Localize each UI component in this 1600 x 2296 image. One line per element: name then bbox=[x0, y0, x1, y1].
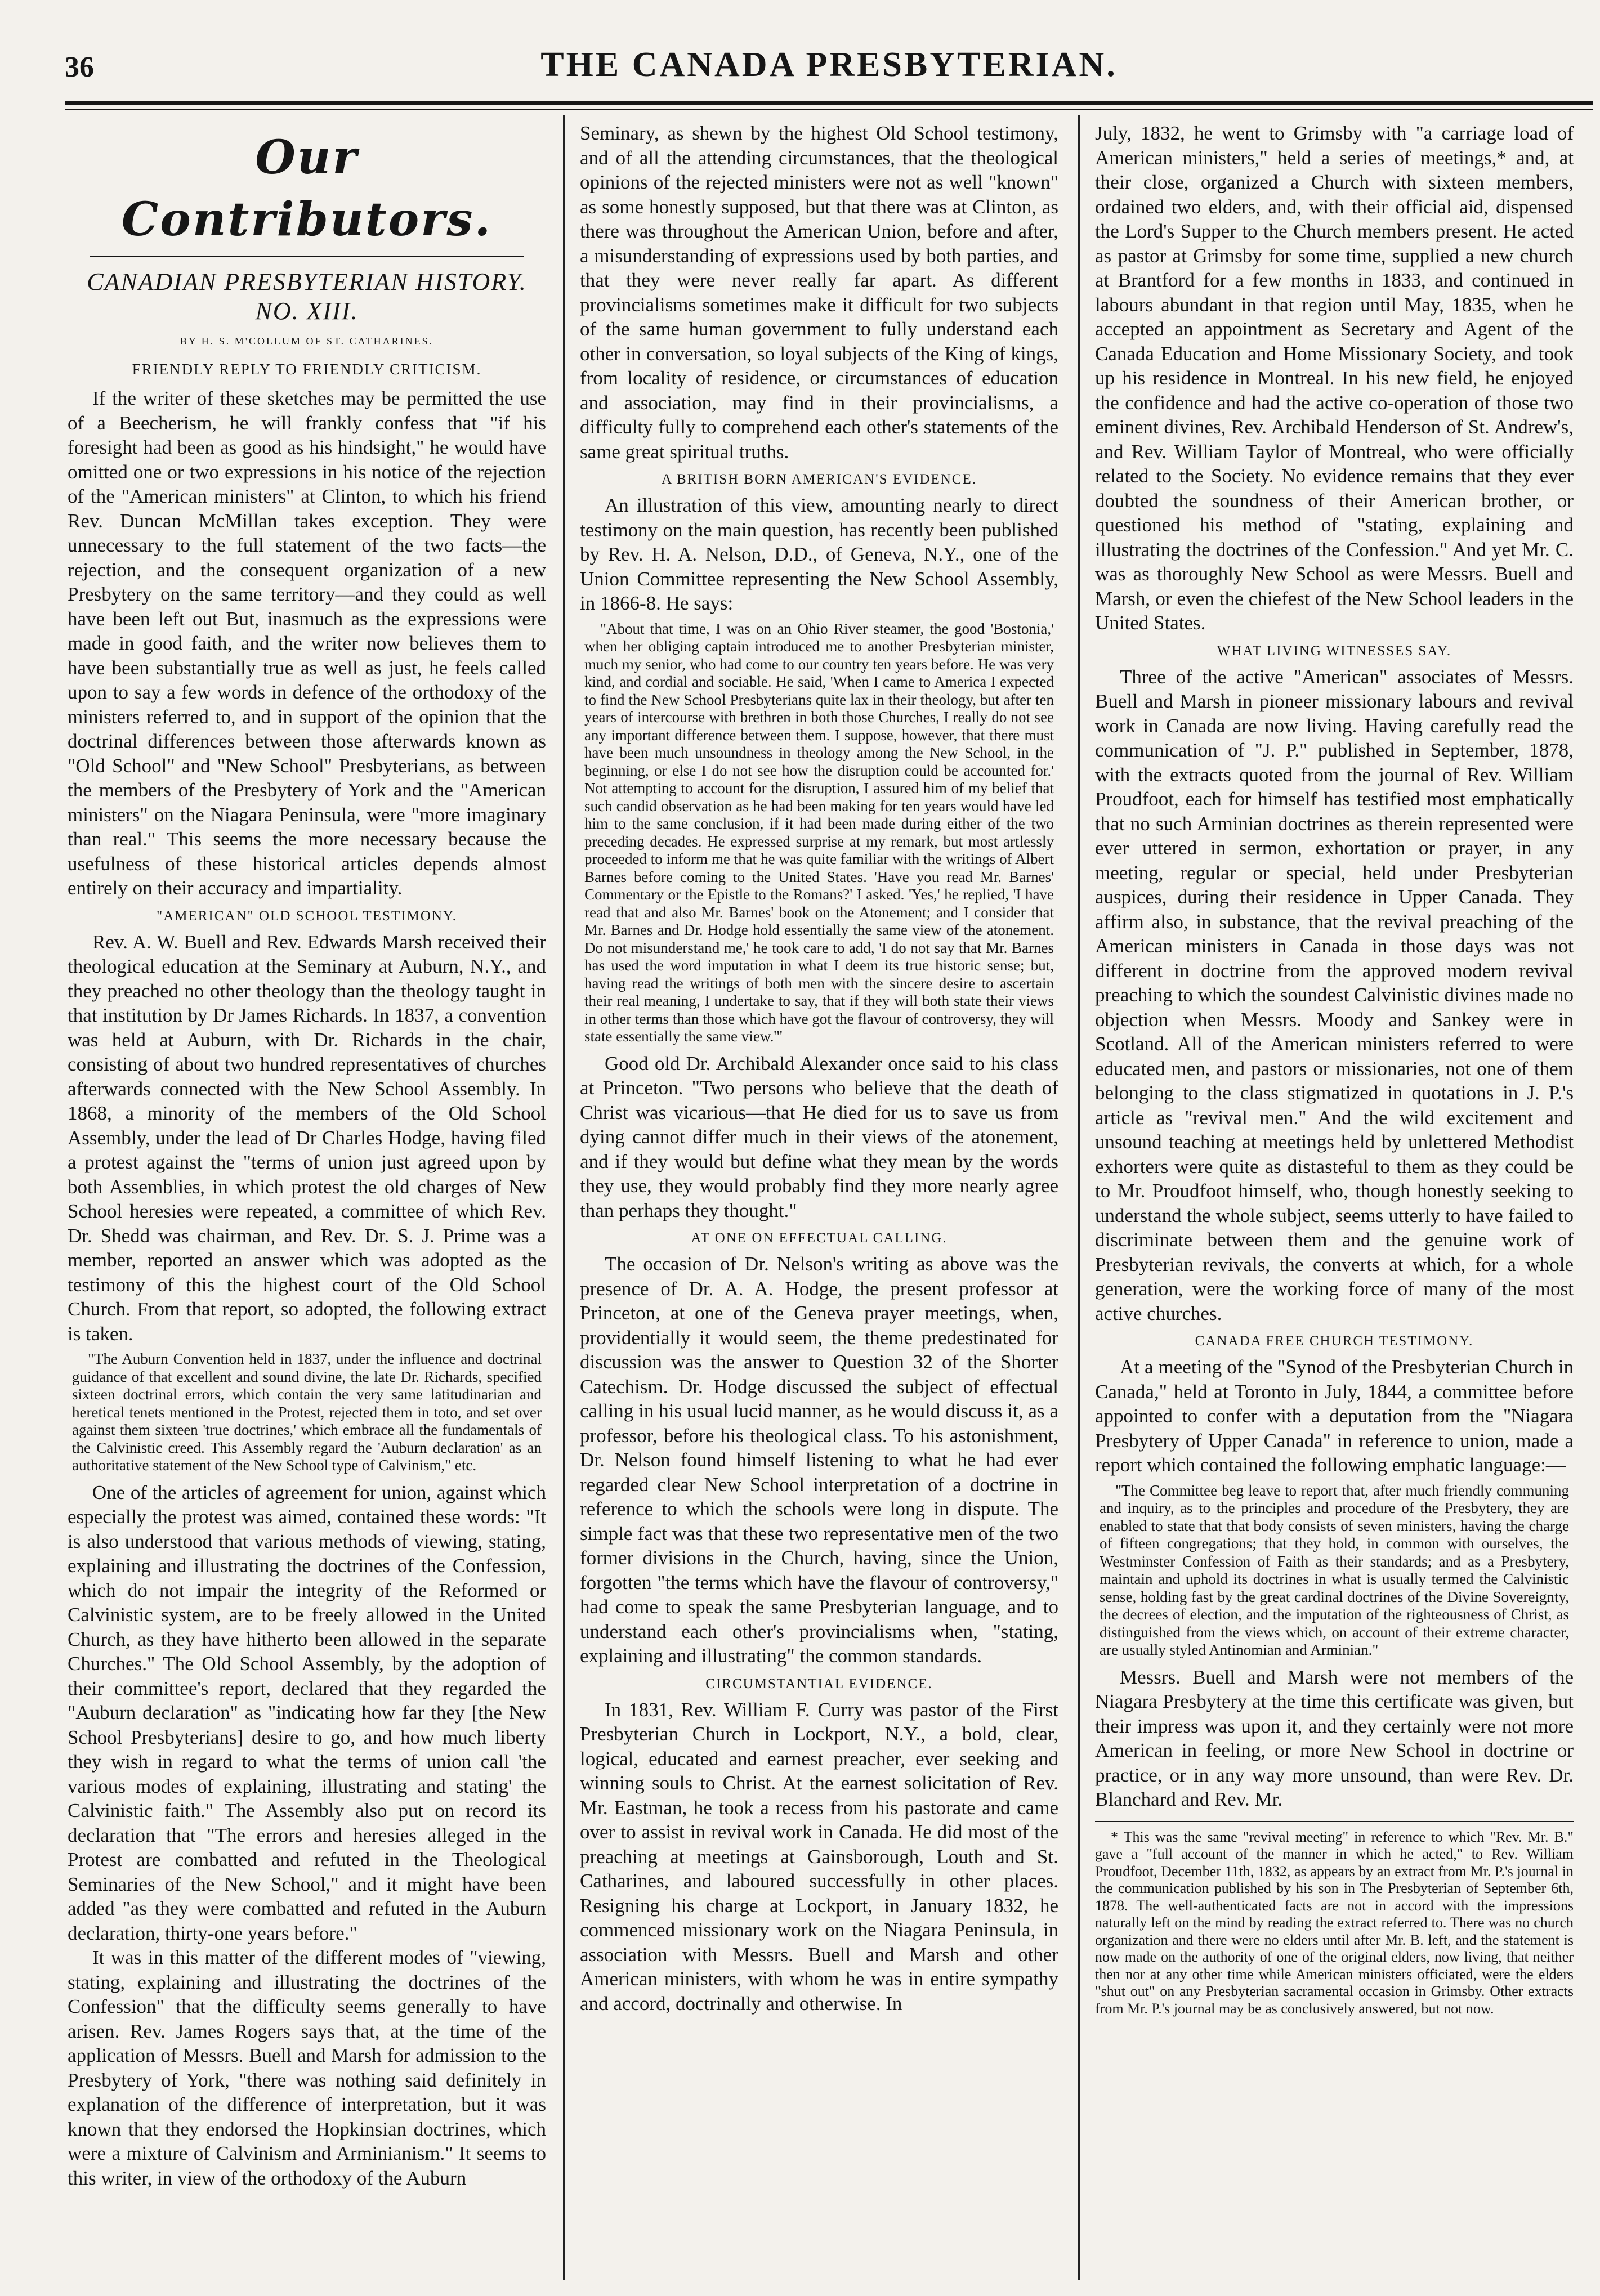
article-subtitle: FRIENDLY REPLY TO FRIENDLY CRITICISM. bbox=[132, 360, 482, 378]
paragraph: Good old Dr. Archibald Alexander once said to his class at Princeton. "Two persons who believe that the death of Christ was vicarious—that He died for us to save us from dying cannot differ much in their views of the atonement, and if they would but define what they mean by the words they use, they would probably find they more nearly agree than perhaps they thought." bbox=[580, 1052, 1058, 1221]
subheading: "AMERICAN" OLD SCHOOL TESTIMONY. bbox=[157, 908, 457, 924]
footnote-text: * This was the same "revival meeting" in reference to which "Rev. Mr. B." gave a "full account of the manner in which he acted," to Rev. William Proudfoot, December 11th, 1832, as appears by an extract from Mr. P.'s journal in the communication published by his son in The Presbyterian of September 6th, 1878. The well-authenticated facts are not in accord with the impressions naturally left on the mind by reading the extract referred to. There was no church organization and there were no elders until after Mr. B. left, and the statement is now made on the authority of one of the original elders, now living, that neither then nor at any other time while American ministers officiated, were the elders "shut out" on any Presbyterian sacramental occasion in Grimsby. Other extracts from Mr. P.'s journal may be as conclusively answered, but not now. bbox=[1095, 1828, 1574, 2017]
subheading: WHAT LIVING WITNESSES SAY. bbox=[1217, 643, 1452, 659]
quote-text: "The Committee beg leave to report that, after much friendly communing and inquiry, as to the principles and procedure of the Presbytery, they are enabled to state that that body consists of seven ministers, having the charge of fifteen congregations; that they hold, in common with ourselves, the Westminster Confession of Faith as their standards; and as a Presbytery, maintain and uphold its doctrines in what is usually termed the Calvinistic sense, holding fast by the great cardinal doctrines of the Divine Sovereignty, the decrees of election, and the imputation of the righteousness of Christ, as distinguished from the views which, on account of their extreme character, are usually styled Antinomian and Arminian." bbox=[1100, 1482, 1569, 1658]
journal-title: THE CANADA PRESBYTERIAN. bbox=[540, 46, 1118, 84]
footnote bbox=[1095, 1829, 1574, 2018]
paragraph: At a meeting of the "Synod of the Presbyterian Church in Canada," held at Toronto in July, 1844, a committee before appointed to confer with a deputation from the "Niagara Presbytery of Upper Canada" in reference to union, made a report which contained the following emphatic language:— bbox=[1095, 1356, 1574, 1476]
subheading: CIRCUMSTANTIAL EVIDENCE. bbox=[705, 1676, 933, 1691]
article-byline: BY H. S. M'COLLUM OF ST. CATHARINES. bbox=[180, 335, 434, 347]
paragraph: July, 1832, he went to Grimsby with "a carriage load of American ministers," held a series of meetings,* and, at their close, organized a Church with sixteen members, ordained two elders, and, with their official aid, dispensed the Lord's Supper to the Church members present. He acted as pastor at Grimsby for some time, supplied a new church at Brantford for a few months in 1833, and continued in labours abundant in that region until May, 1835, when he accepted an appointment as Secretary and Agent of the Canada Education and Home Missionary Society, and took up his residence in Montreal. In his new field, he enjoyed the confidence and had the active co-operation of those two eminent divines, Rev. Archibald Henderson of St. Andrew's, and Rev. William Taylor of Montreal, who were officially related to the Society. No evidence remains that they ever doubted the soundness of their American brother, or questioned his method of "stating, explaining and illustrating the doctrines of the Confession." And yet Mr. C. was as thoroughly New School as were Messrs. Buell and Marsh, or even the chiefest of the New School leaders in the United States. bbox=[1095, 122, 1574, 634]
paragraph: Messrs. Buell and Marsh were not members of the Niagara Presbytery at the time this certificate was given, but their impress was upon it, and they certainly were not more American in feeling, or more New School in doctrine or practice, or in any way more unsound, than were Rev. Dr. Blanchard and Rev. Mr. bbox=[1095, 1666, 1574, 1810]
page-number: 36 bbox=[65, 51, 94, 83]
paragraph: Three of the active "American" associates of Messrs. Buell and Marsh in pioneer missionary labours and revival work in Canada are now living. Having carefully read the communication of "J. P." published in September, 1878, with the extracts quoted from the journal of Rev. William Proudfoot, each for himself has testified most emphatically that no such Arminian doctrines as therein represented were ever uttered in sermon, exhortation or prayer, in any meeting, regular or special, held under Presbyterian auspices, during their residence in Upper Canada. They affirm also, in substance, that the revival preaching of the American ministers in Canada in those days was not different in doctrine from the approved modern revival preaching to which the soundest Calvinistic divines made no objection when Messrs. Moody and Sankey were in Scotland. All of the American ministers referred to were educated men, and pastors or missionaries, not one of them belonging to the class stigmatized in quotations in J. P.'s article as "revival men." And the wild excitement and unsound teaching at meetings held by unlettered Methodist exhorters were quite as distasteful to them as they could be to Mr. Proudfoot himself, who, though honestly seeking to understand the whole subject, seems utterly to have failed to discriminate between them and the genuine work of Presbyterian revivals, the converts at which, for a whole generation, were the working force of many of the most active churches. bbox=[1095, 665, 1574, 1324]
column-divider-1 bbox=[563, 115, 565, 2280]
quote-text: "The Auburn Convention held in 1837, under the influence and doctrinal guidance of that excellent and sound divine, the late Dr. Richards, specified sixteen doctrinal errors, which contain the very same latitudinarian and heretical tenets mentioned in the Protest, rejected them in toto, and set over against them sixteen 'true doctrines,' which embrace all the fundamentals of the Calvinistic creed. This Assembly regard the 'Auburn declaration' as an authoritative statement of the New School type of Calvinism," etc. bbox=[72, 1350, 542, 1474]
column-1 bbox=[68, 121, 546, 2282]
paragraph: In 1831, Rev. William F. Curry was pastor of the First Presbyterian Church in Lockport, N.Y., a bold, clear, logical, educated and earnest preacher, ever seeking and winning souls to Christ. At the earnest solicitation of Rev. Mr. Eastman, he took a recess from his pastorate and came over to assist in revival work in Canada. He did most of the preaching at meetings at Gainsborough, Louth and St. Catharines, and laboured successfully in other places. Resigning his charge at Lockport, in January 1832, he commenced missionary work on the Niagara Peninsula, in association with Messrs. Buell and Marsh and other American ministers, with whom he was in entire sympathy and accord, doctrinally and otherwise. In bbox=[580, 1698, 1058, 2015]
block-quote bbox=[1095, 1482, 1574, 1659]
article-number: NO. XIII. bbox=[255, 297, 359, 325]
column-divider-2 bbox=[1078, 115, 1080, 2280]
header-rule-thick bbox=[65, 101, 1593, 105]
paragraph: Seminary, as shewn by the highest Old School testimony, and of all the attending circumstances, that the theological opinions of the rejected ministers were not as well "known" as some honestly supposed, but that there was at Clinton, as there was throughout the American Union, before and after, a misunderstanding of expressions used by both parties, and that they were never really far apart. As different provincialisms sometimes make it difficult for two subjects of the same human government to fully understand each other in conversation, so loyal subjects of the King of kings, from locality of residence, or circumstances of education and association, may find in their provincialisms, a difficulty fully to comprehend each other's statements of the same great spiritual truths. bbox=[580, 122, 1058, 463]
subheading: A BRITISH BORN AMERICAN'S EVIDENCE. bbox=[662, 472, 977, 487]
paragraph: One of the articles of agreement for union, against which especially the protest was aimed, contained these words: "It is also understood that various methods of viewing, stating, explaining and illustrating the doctrines of the Confession, which do not impair the integrity of the Reformed or Calvinistic system, are to be freely allowed in the United Church, as they have hitherto been allowed in the separate Churches." The Old School Assembly, by the adoption of their committee's report, declared that they regarded the "Auburn declaration" as "indicating how far they [the New School Presbyterians] desire to go, and how much liberty they wish in regard to what the terms of union call 'the various modes of explaining, illustrating and stating' the Calvinistic faith." The Assembly also put on record its declaration that "The errors and heresies alleged in the Protest are combatted and refuted in the Theological Seminaries of the New School," and it might have been added "as they were combatted and refuted in the Auburn declaration, thirty-one years before." bbox=[68, 1481, 546, 1944]
block-quote bbox=[68, 1350, 546, 1475]
footnote-rule bbox=[1095, 1821, 1574, 1822]
paragraph: It was in this matter of the different modes of "viewing, stating, explaining and illustrating the doctrines of the Confession" that the difficulty seems generally to have arisen. Rev. James Rogers says that, at the time of the application of Messrs. Buell and Marsh for admission to the Presbytery of York, "there was nothing said definitely in explanation of the difference of interpretation, but it was known that they endorsed the Hopkinsian doctrines, which were a mixture of Calvinism and Arminianism." It seems to this writer, in view of the orthodoxy of the Auburn bbox=[68, 1946, 546, 2189]
subheading: AT ONE ON EFFECTUAL CALLING. bbox=[691, 1230, 948, 1246]
running-head bbox=[65, 45, 1593, 101]
article-title: CANADIAN PRESBYTERIAN HISTORY. bbox=[87, 268, 527, 296]
quote-text: "About that time, I was on an Ohio River steamer, the good 'Bostonia,' when her obliging captain introduced me to another Presbyterian minister, much my senior, who had come to our country ten years before. He was very kind, and cordial and sociable. He said, 'When I came to America I expected to find the New School Presbyterians quite lax in their theology, but after ten years of intercourse with brethren in both those Churches, I really do not see any important difference between them. I suppose, however, that there must have been much unsoundness in theology among the New School, in the beginning, or else I do not see how the disruption could be accounted for.' Not attempting to account for the disruption, I assured him of my belief that such candid observation as he had been making for ten years would have led him to the same conclusion, if it had been made during either of the two preceding decades. He expressed surprise at my remark, but most artlessly proceeded to inform me that he was quite familiar with the writings of Albert Barnes before coming to the United States. 'Have you read Mr. Barnes' Commentary or the Epistle to the Romans?' I asked. 'Yes,' he replied, 'I have read that and also Mr. Barnes' book on the Atonement; and I consider that Mr. Barnes and Dr. Hodge hold essentially the same view of the atonement. Do not misunderstand me,' he took care to add, 'I do not say that Mr. Barnes has used the word imputation in what I deem its true historic sense; but, having read the writings of both men with the sincere desire to ascertain their real meaning, I undertake to say, that if they will both state their views in other terms than those which have got the flavour of controversy, they will state essentially the same view.'" bbox=[584, 620, 1054, 1045]
subheading: CANADA FREE CHURCH TESTIMONY. bbox=[1195, 1333, 1474, 1349]
paragraph: An illustration of this view, amounting nearly to direct testimony on the main question, has recently been published by Rev. H. A. Nelson, D.D., of Geneva, N.Y., one of the Union Committee representing the New School Assembly, in 1866-8. He says: bbox=[580, 494, 1058, 614]
section-rule bbox=[90, 256, 524, 257]
column-3 bbox=[1095, 121, 1574, 2282]
block-quote bbox=[580, 620, 1058, 1046]
section-title: Our Contributors. bbox=[121, 131, 493, 247]
column-2 bbox=[580, 121, 1058, 2282]
paragraph: If the writer of these sketches may be permitted the use of a Beecherism, he will frankly confess that "if his foresight had been as good as his hindsight," he would have omitted one or two expressions in his notice of the rejection of the "American ministers" at Clinton, to which his friend Rev. Duncan McMillan takes exception. They were unnecessary to the full statement of the two facts—the rejection, and the consequent organization of a new Presbytery on the same territory—and they could as well have been left out But, inasmuch as the expressions were made in good faith, and the writer now believes them to have been substantially true as well as just, he feels called upon to say a few words in defence of the orthodoxy of the ministers referred to, and in support of the opinion that the doctrinal differences between those afterwards known as "Old School" and "New School" Presbyterians, as between the members of the Presbytery of York and the "American ministers" on the Niagara Peninsula, were "more imaginary than real." This seems the more necessary because the usefulness of these historical articles depends almost entirely on their accuracy and impartiality. bbox=[68, 387, 546, 899]
paragraph: Rev. A. W. Buell and Rev. Edwards Marsh received their theological education at the Seminary at Auburn, N.Y., and they preached no other theology than the theology taught in that institution by Dr James Richards. In 1837, a convention was held at Auburn, with Dr. Richards in the chair, consisting of about two hundred representatives of churches afterwards connected with the New School Assembly. In 1868, a minority of the members of the Old School Assembly, under the lead of Dr Charles Hodge, having filed a protest against the "terms of union just agreed upon by both Assemblies, in which protest the old charges of New School heresies were repeated, a committee of which Rev. Dr. Shedd was chairman, and Rev. Dr. S. J. Prime was a member, reported an answer which was adopted as the testimony of this the highest court of the Old School Church. From that report, so adopted, the following extract is taken. bbox=[68, 930, 546, 1345]
paragraph: The occasion of Dr. Nelson's writing as above was the presence of Dr. A. A. Hodge, the present professor at Princeton, at one of the Geneva prayer meetings, when, providentially it would seem, the theme predestinated for discussion was the answer to Question 32 of the Shorter Catechism. Dr. Hodge discussed the subject of effectual calling in his usual lucid manner, as he would discuss it, as a professor, before his theological class. To his astonishment, Dr. Nelson found himself listening to what he had ever regarded clear New School interpretation of a doctrine in reference to which the schools were long in dispute. The simple fact was that these two representative men of the two former divisions in the Church, having, since the Union, forgotten "the terms which have the flavour of controversy," had come to speak the same Presbyterian language, and to understand each other's provincialisms when, "stating, explaining and illustrating" the common standards. bbox=[580, 1253, 1058, 1667]
header-rule-thin bbox=[65, 109, 1593, 110]
